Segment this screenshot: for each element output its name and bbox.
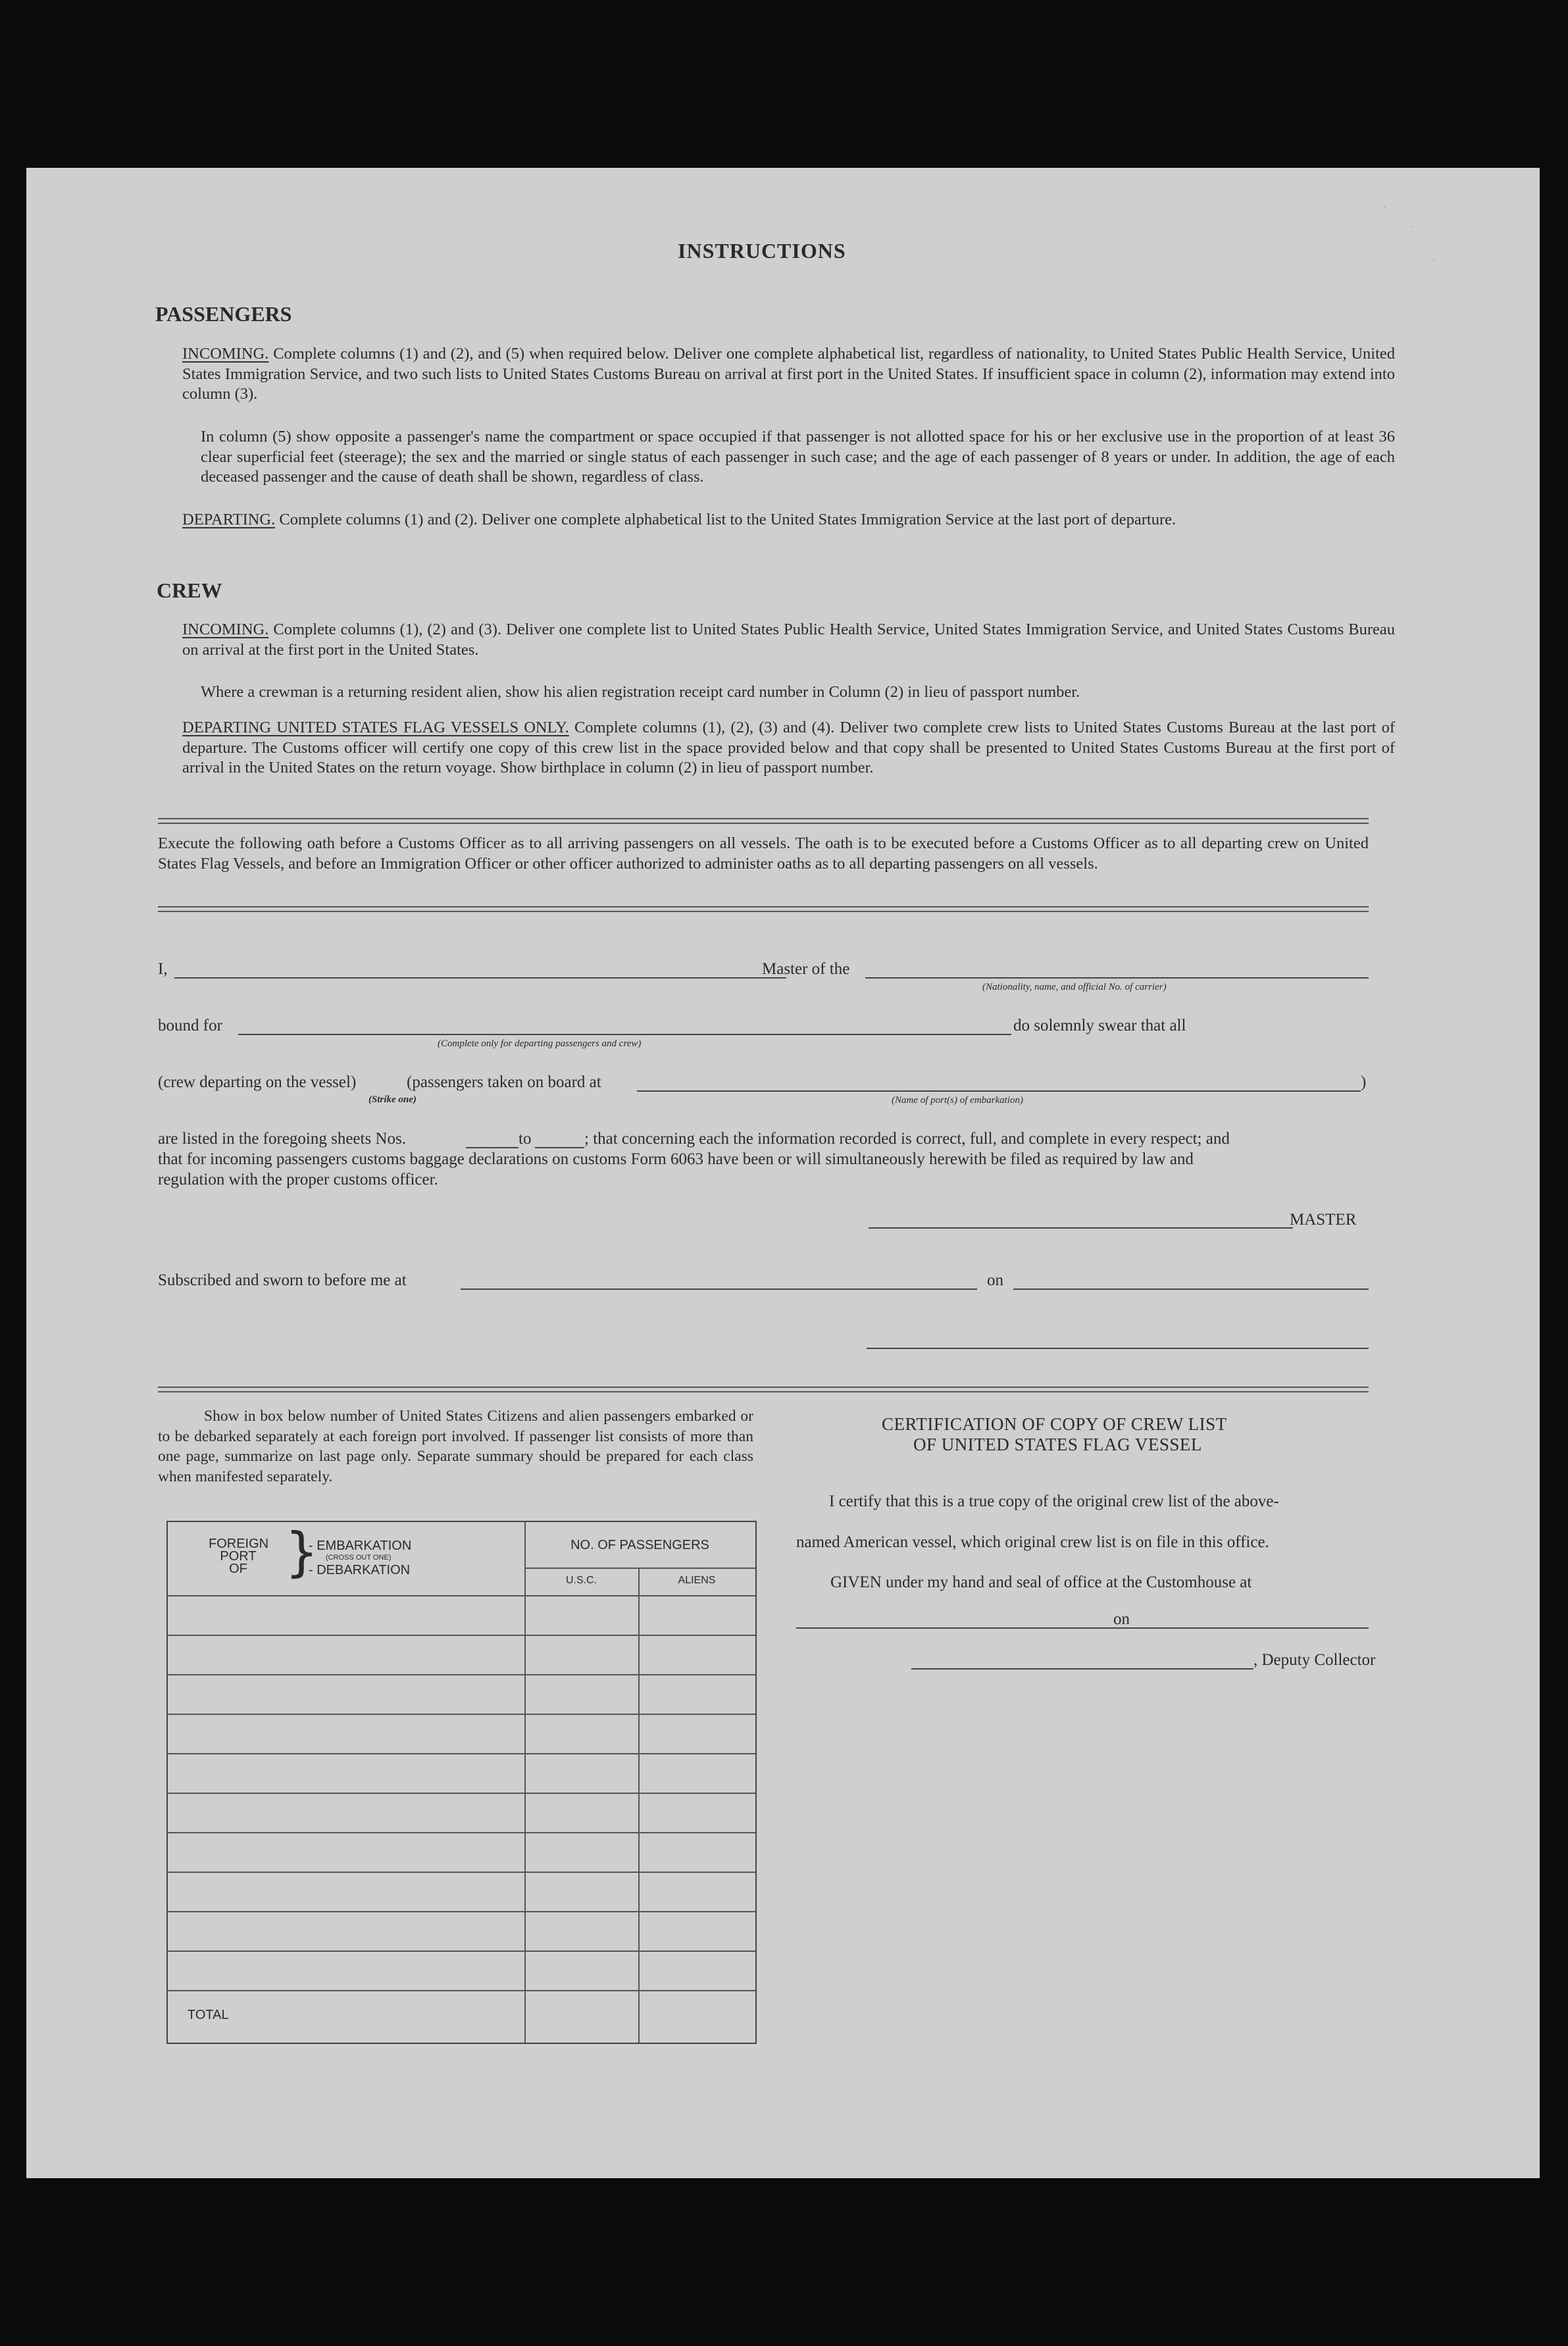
embarkation-option[interactable]: - EMBARKATION	[309, 1539, 412, 1553]
certify-line-1: I certify that this is a true copy of the original crew list of the above-	[829, 1492, 1279, 1510]
crew-flag-text: Complete columns (1), (2), (3) and (4). Deliver two complete crew lists to United States Customs Bureau at the last port of departure. The Customs officer will certify one copy of this crew list in the space provided below and that copy shall be presented to United States Customs Bureau at the first port of arrival in the United States on the return voyage. Show birthplace in column (2) in lieu of passport number.	[182, 719, 1395, 777]
summary-instruction: Show in box below number of United States Citizens and alien passengers embarked or to be debarked separately at each foreign port involved. If passenger list consists of more than one page, summarize on last page only. Separate summary should be prepared for each class when manifested separately.	[158, 1408, 753, 1485]
master-signature-field[interactable]	[869, 1227, 1293, 1229]
carrier-field[interactable]	[865, 977, 1369, 979]
certification-title-1: CERTIFICATION OF COPY OF CREW LIST	[882, 1414, 1227, 1434]
oath-instruction: Execute the following oath before a Customs Officer as to all arriving passengers on all vessels. The oath is to be executed before a Customs Officer as to all departing crew on United States Flag Vessels, and before an Immigration Officer or other officer authorized to administer oaths as to all departing passengers on all vessels.	[158, 834, 1369, 873]
col-aliens: ALIENS	[678, 1575, 716, 1586]
crew-incoming-label: INCOMING.	[182, 621, 269, 638]
passengers-incoming-text: Complete columns (1) and (2), and (5) when required below. Deliver one complete alphabetical list, regardless of nationality, to United States Public Health Service, United States Immigration Service, and two such lists to United States Customs Bureau on arrival at first port in the United States. If insufficient space in column (2), information may extend into column (3).	[182, 345, 1396, 403]
col-port-line-1: FOREIGN	[209, 1537, 269, 1551]
passengers-taken-option[interactable]: (passengers taken on board at	[407, 1073, 601, 1091]
passengers-heading: PASSENGERS	[155, 302, 292, 326]
speck	[1432, 259, 1434, 261]
certify-line-2: named American vessel, which original crew list is on file in this office.	[796, 1533, 1269, 1551]
col-port-line-2: PORT	[220, 1549, 257, 1564]
subscribed-label: Subscribed and sworn to before me at	[158, 1271, 407, 1289]
deputy-collector-label: , Deputy Collector	[1253, 1651, 1376, 1669]
passengers-departing-text: Complete columns (1) and (2). Deliver one complete alphabetical list to the United States Immigration Service at the last port of departure.	[279, 511, 1176, 528]
divider	[158, 1387, 1369, 1392]
sheets-label: are listed in the foregoing sheets Nos.	[158, 1130, 406, 1148]
given-line: GIVEN under my hand and seal of office at the Customhouse at	[830, 1573, 1252, 1591]
crew-incoming-paragraph	[182, 620, 1395, 660]
customhouse-field[interactable]	[796, 1627, 1138, 1629]
page-title: INSTRUCTIONS	[678, 239, 846, 263]
speck	[1410, 226, 1412, 228]
passengers-column5-paragraph: In column (5) show opposite a passenger's name the compartment or space occupied if that passenger is not allotted space for his or her exclusive use in the proportion of at least 36 clear superficial feet (steerage); the sex and the married or single status of each passenger in such case; and the age of each passenger of 8 years or under. In addition, the age of each deceased passenger and the cause of death shall be shown, regardless of class.	[201, 428, 1395, 486]
bound-for-label: bound for	[158, 1017, 222, 1034]
total-row-label: TOTAL	[188, 2008, 229, 2022]
certify-date-field[interactable]	[1138, 1627, 1369, 1629]
passengers-incoming-paragraph	[182, 344, 1395, 405]
swear-label: do solemnly swear that all	[1013, 1017, 1186, 1034]
strike-one-caption: (Strike one)	[368, 1094, 417, 1105]
crew-flag-paragraph	[182, 718, 1395, 778]
close-paren: )	[1361, 1073, 1367, 1091]
passengers-departing-paragraph	[182, 510, 1395, 530]
carrier-caption: (Nationality, name, and official No. of carrier)	[982, 982, 1167, 992]
col-port-line-3: OF	[229, 1562, 247, 1576]
bound-for-caption: (Complete only for departing passengers and crew)	[438, 1038, 642, 1049]
certify-on-label: on	[1113, 1610, 1130, 1628]
cross-out-caption: (CROSS OUT ONE)	[326, 1554, 392, 1562]
col-no-passengers: NO. OF PASSENGERS	[570, 1538, 709, 1552]
brace-icon: }	[285, 1521, 318, 1583]
sheets-to-label: to	[518, 1130, 532, 1148]
divider	[158, 906, 1369, 912]
passengers-departing-label: DEPARTING.	[182, 511, 276, 528]
crew-incoming-text: Complete columns (1), (2) and (3). Deliver one complete list to United States Public Health Service, United States Immigration Service, and United States Customs Bureau on arrival at the first port in the United States.	[182, 621, 1395, 659]
passengers-incoming-label: INCOMING.	[182, 345, 269, 363]
certification-title-2: OF UNITED STATES FLAG VESSEL	[913, 1435, 1202, 1454]
sworn-place-field[interactable]	[461, 1288, 977, 1290]
sworn-on-label: on	[987, 1271, 1003, 1289]
crew-flag-label: DEPARTING UNITED STATES FLAG VESSELS ONLY.	[182, 719, 569, 736]
passenger-summary-table	[166, 1521, 757, 2044]
oath-i-label: I,	[158, 960, 168, 978]
speck	[1384, 206, 1386, 208]
form-page	[26, 168, 1540, 2178]
sheets-text-3: regulation with the proper customs officer.	[158, 1171, 438, 1188]
sheet-from-field[interactable]	[466, 1147, 518, 1148]
officer-signature-field[interactable]	[867, 1348, 1369, 1349]
crew-departing-option[interactable]: (crew departing on the vessel)	[158, 1073, 357, 1091]
master-name-field[interactable]	[174, 977, 786, 979]
col-usc: U.S.C.	[565, 1575, 597, 1586]
master-label: MASTER	[1290, 1211, 1357, 1229]
debarkation-option[interactable]: - DEBARKATION	[309, 1563, 411, 1577]
crew-resident-paragraph: Where a crewman is a returning resident alien, show his alien registration receipt card number in Column (2) in lieu of passport number.	[201, 683, 1080, 701]
sheets-text-1: ; that concerning each the information recorded is correct, full, and complete in every respect; and	[584, 1130, 1230, 1148]
sheet-to-field[interactable]	[535, 1147, 584, 1148]
master-of-label: Master of the	[762, 960, 850, 978]
embarkation-port-field[interactable]	[637, 1090, 1361, 1092]
crew-heading: CREW	[157, 578, 222, 602]
port-caption: (Name of port(s) of embarkation)	[892, 1095, 1023, 1106]
divider	[158, 818, 1369, 824]
bound-for-field[interactable]	[238, 1034, 1011, 1035]
sheets-text-2: that for incoming passengers customs baggage declarations on customs Form 6063 have been or will simultaneously herewith be filed as required by law and	[158, 1150, 1194, 1168]
deputy-signature-field[interactable]	[911, 1668, 1253, 1670]
sworn-date-field[interactable]	[1013, 1288, 1369, 1290]
